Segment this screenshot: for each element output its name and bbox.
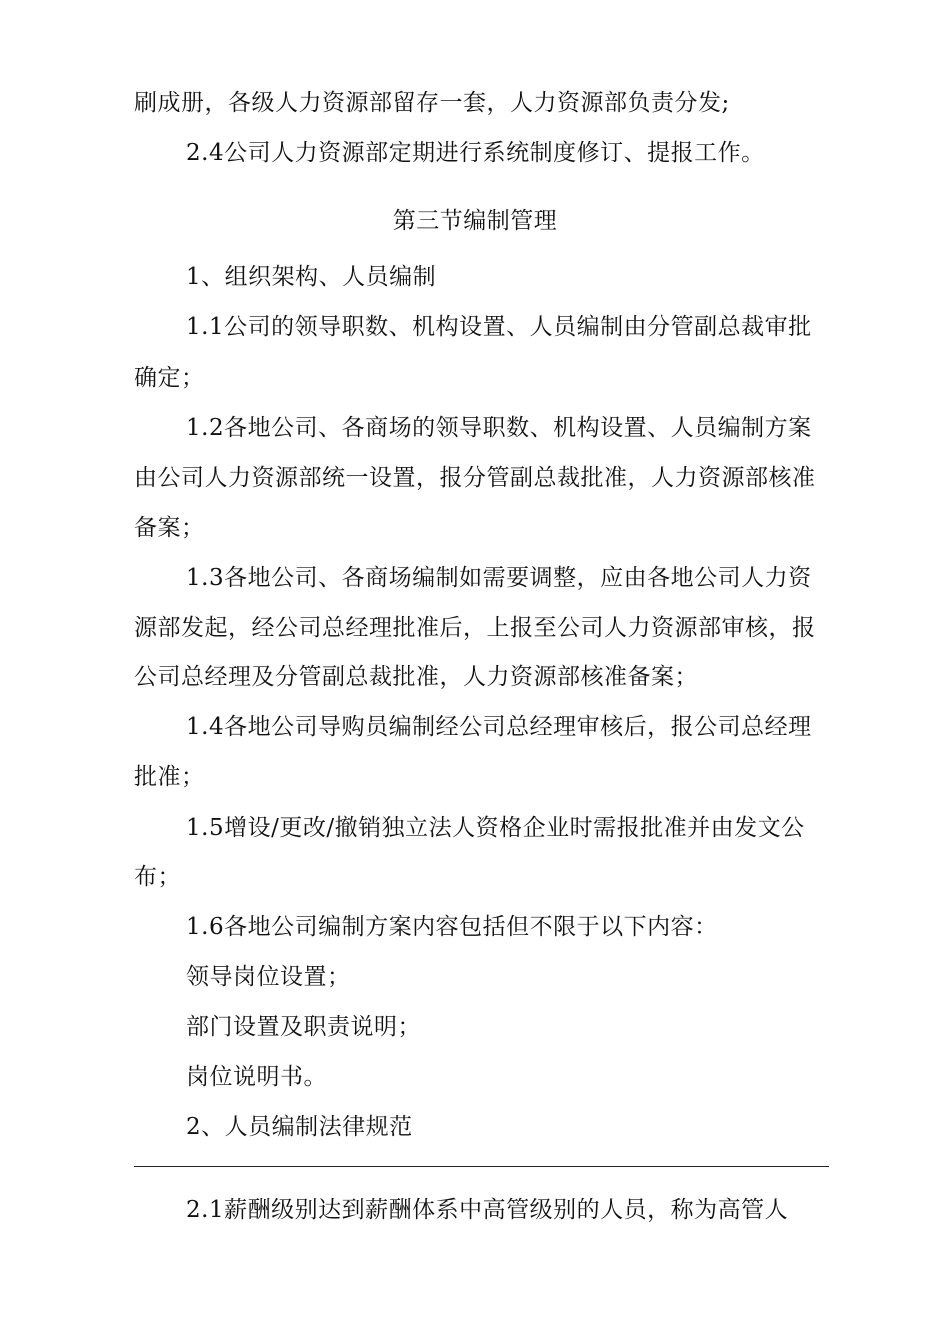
body-line: 由公司人力资源部统一设置，报分管副总裁批准，人力资源部核准 (134, 465, 816, 491)
body-line: 1.4各地公司导购员编制经公司总经理审核后，报公司总经理 (186, 714, 812, 740)
body-line: 1.2各地公司、各商场的领导职数、机构设置、人员编制方案 (186, 415, 812, 441)
body-line: 刷成册，各级人力资源部留存一套，人力资源部负责分发; (134, 90, 730, 116)
subsection-heading: 1、组织架构、人员编制 (186, 264, 437, 290)
body-line: 1.1公司的领导职数、机构设置、人员编制由分管副总裁审批 (186, 314, 812, 340)
body-line: 公司总经理及分管副总裁批准，人力资源部核准备案； (134, 664, 698, 690)
section-heading: 第三节编制管理 (392, 208, 558, 234)
body-line: 源部发起，经公司总经理批准后，上报至公司人力资源部审核，报 (134, 615, 816, 641)
body-line: 备案； (134, 515, 205, 541)
body-line: 2.4公司人力资源部定期进行系统制度修订、提报工作。 (186, 140, 765, 166)
subsection-heading: 2、人员编制法律规范 (186, 1114, 413, 1140)
body-line: 1.3各地公司、各商场编制如需要调整，应由各地公司人力资 (186, 565, 812, 591)
body-line: 1.5增设/更改/撤销独立法人资格企业时需报批准并由发文公 (186, 815, 805, 841)
body-line: 批准； (134, 764, 205, 790)
body-line: 2.1薪酬级别达到薪酬体系中高管级别的人员，称为高管人 (186, 1197, 789, 1223)
list-item: 部门设置及职责说明； (186, 1014, 421, 1040)
body-line: 1.6各地公司编制方案内容包括但不限于以下内容： (186, 914, 718, 940)
body-line: 确定； (134, 365, 205, 391)
list-item: 岗位说明书。 (186, 1064, 327, 1090)
footer-divider (134, 1166, 829, 1167)
list-item: 领导岗位设置； (186, 964, 351, 990)
body-line: 布； (134, 864, 181, 890)
